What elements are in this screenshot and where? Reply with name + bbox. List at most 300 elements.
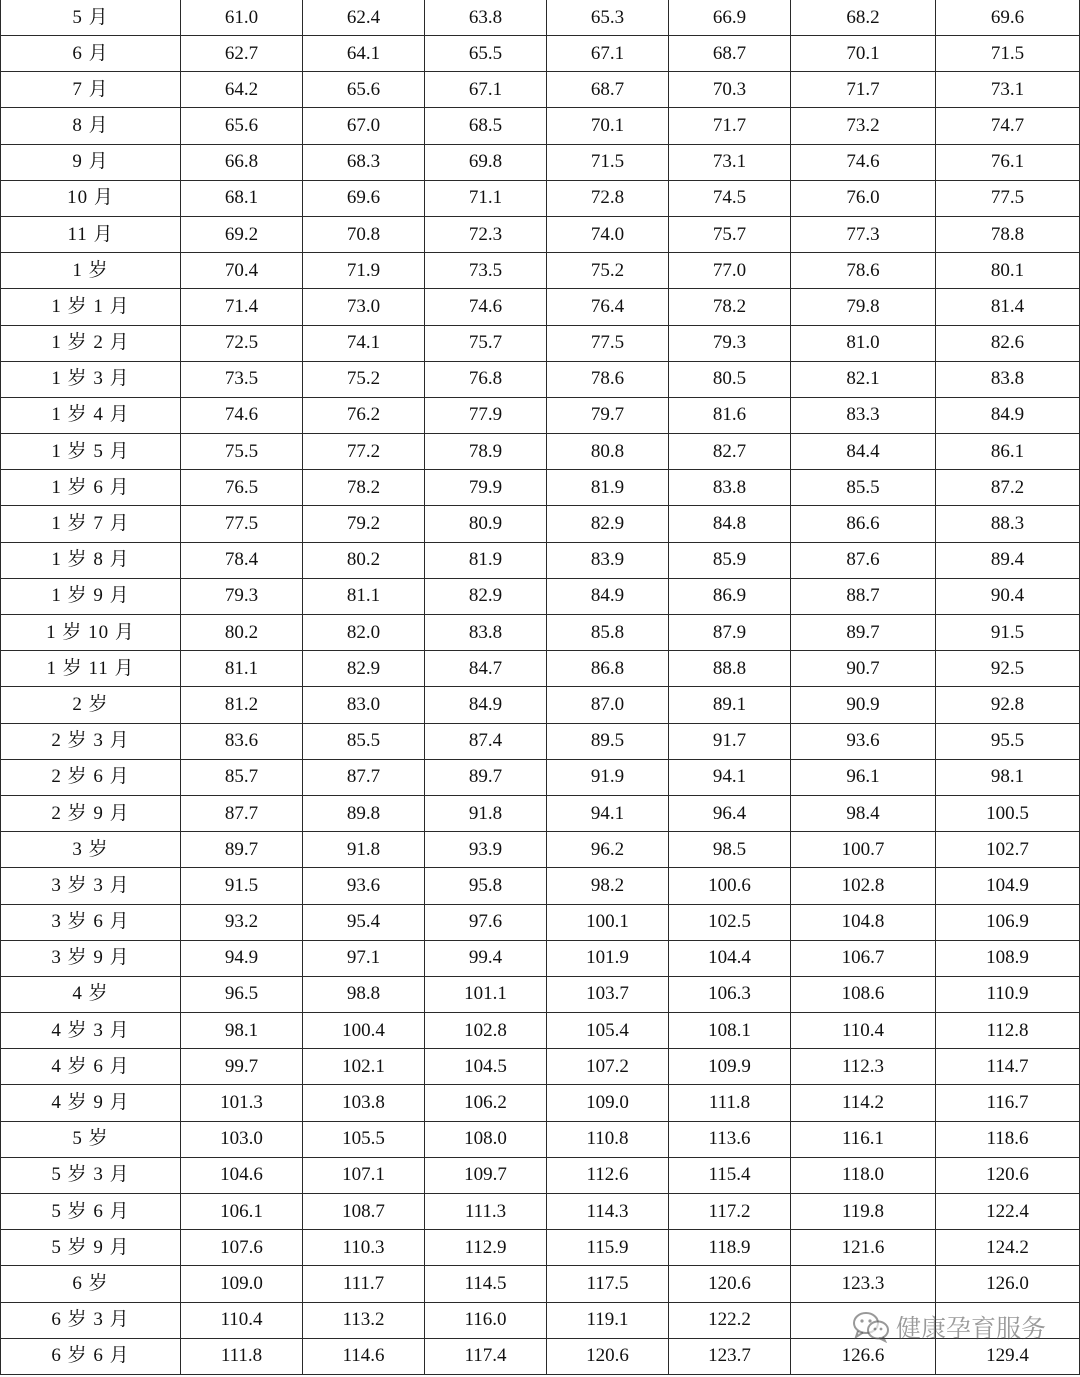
table-row [1,1049,1080,1085]
value-cell: 74.0 [547,216,669,252]
value-cell: 81.9 [547,470,669,506]
value-cell: 73.1 [936,72,1080,108]
value-cell: 115.4 [669,1157,791,1193]
value-cell: 84.9 [425,687,547,723]
age-cell: 1 岁 3 月 [1,361,181,397]
value-cell: 106.1 [181,1194,303,1230]
table-row [1,795,1080,831]
value-cell: 106.3 [669,976,791,1012]
value-cell: 112.9 [425,1230,547,1266]
age-cell: 1 岁 6 月 [1,470,181,506]
value-cell: 118.6 [936,1121,1080,1157]
value-cell: 66.9 [669,0,791,36]
value-cell: 73.1 [669,144,791,180]
value-cell: 91.5 [181,868,303,904]
table-row [1,1338,1080,1374]
value-cell: 75.5 [181,434,303,470]
value-cell: 65.5 [425,36,547,72]
value-cell: 92.5 [936,651,1080,687]
value-cell: 75.2 [547,253,669,289]
value-cell: 117.5 [547,1266,669,1302]
value-cell: 117.2 [669,1194,791,1230]
value-cell: 108.0 [425,1121,547,1157]
value-cell: 77.2 [303,434,425,470]
value-cell: 86.9 [669,578,791,614]
value-cell: 84.7 [425,651,547,687]
table-row [1,1121,1080,1157]
table-row [1,72,1080,108]
value-cell: 114.7 [936,1049,1080,1085]
value-cell: 106.7 [791,940,936,976]
value-cell: 121.6 [791,1230,936,1266]
value-cell: 87.9 [669,615,791,651]
age-cell: 1 岁 11 月 [1,651,181,687]
value-cell: 99.7 [181,1049,303,1085]
value-cell: 87.2 [936,470,1080,506]
value-cell: 76.4 [547,289,669,325]
value-cell: 98.2 [547,868,669,904]
value-cell: 89.1 [669,687,791,723]
age-cell: 5 岁 3 月 [1,1157,181,1193]
table-row [1,216,1080,252]
value-cell: 90.9 [791,687,936,723]
value-cell: 75.7 [425,325,547,361]
value-cell: 72.3 [425,216,547,252]
value-cell: 126.0 [936,1266,1080,1302]
value-cell: 103.7 [547,976,669,1012]
value-cell: 79.3 [181,578,303,614]
value-cell: 78.6 [547,361,669,397]
age-cell: 8 月 [1,108,181,144]
value-cell: 83.6 [181,723,303,759]
value-cell: 91.8 [425,795,547,831]
value-cell: 83.8 [669,470,791,506]
value-cell: 69.2 [181,216,303,252]
value-cell: 80.2 [303,542,425,578]
value-cell: 73.5 [425,253,547,289]
value-cell: 93.6 [303,868,425,904]
value-cell: 109.0 [181,1266,303,1302]
value-cell: 104.4 [669,940,791,976]
value-cell: 78.8 [936,216,1080,252]
value-cell: 88.3 [936,506,1080,542]
value-cell: 71.1 [425,180,547,216]
value-cell: 111.8 [181,1338,303,1374]
table-row [1,325,1080,361]
value-cell: 101.1 [425,976,547,1012]
value-cell: 98.4 [791,795,936,831]
value-cell: 96.5 [181,976,303,1012]
value-cell: 107.2 [547,1049,669,1085]
value-cell: 84.4 [791,434,936,470]
age-cell: 6 月 [1,36,181,72]
value-cell [936,1302,1080,1338]
value-cell: 114.3 [547,1194,669,1230]
value-cell: 113.2 [303,1302,425,1338]
age-cell: 4 岁 [1,976,181,1012]
value-cell: 104.9 [936,868,1080,904]
value-cell: 87.6 [791,542,936,578]
value-cell: 85.8 [547,615,669,651]
value-cell: 104.8 [791,904,936,940]
age-cell: 3 岁 6 月 [1,904,181,940]
value-cell: 82.1 [791,361,936,397]
value-cell: 82.9 [303,651,425,687]
age-cell: 1 岁 [1,253,181,289]
table-row [1,759,1080,795]
table-row [1,868,1080,904]
value-cell: 62.4 [303,0,425,36]
value-cell: 83.9 [547,542,669,578]
value-cell: 126.6 [791,1338,936,1374]
value-cell: 113.6 [669,1121,791,1157]
value-cell: 80.1 [936,253,1080,289]
value-cell: 102.1 [303,1049,425,1085]
value-cell: 84.9 [936,397,1080,433]
value-cell: 74.7 [936,108,1080,144]
table-row [1,1013,1080,1049]
value-cell: 70.1 [791,36,936,72]
value-cell: 122.2 [669,1302,791,1338]
value-cell: 114.5 [425,1266,547,1302]
value-cell: 70.1 [547,108,669,144]
value-cell: 80.9 [425,506,547,542]
value-cell: 102.7 [936,832,1080,868]
value-cell: 74.6 [791,144,936,180]
value-cell: 110.4 [181,1302,303,1338]
value-cell: 64.1 [303,36,425,72]
value-cell: 99.4 [425,940,547,976]
value-cell: 97.1 [303,940,425,976]
value-cell: 98.5 [669,832,791,868]
value-cell: 65.3 [547,0,669,36]
table-row [1,1302,1080,1338]
age-cell: 6 岁 [1,1266,181,1302]
value-cell: 71.5 [936,36,1080,72]
value-cell: 90.7 [791,651,936,687]
table-row [1,0,1080,36]
value-cell: 112.3 [791,1049,936,1085]
table-row [1,144,1080,180]
value-cell: 91.5 [936,615,1080,651]
value-cell: 86.6 [791,506,936,542]
value-cell: 76.1 [936,144,1080,180]
age-cell: 2 岁 6 月 [1,759,181,795]
value-cell: 81.1 [303,578,425,614]
value-cell: 74.6 [425,289,547,325]
value-cell: 86.1 [936,434,1080,470]
value-cell: 72.5 [181,325,303,361]
value-cell: 129.4 [936,1338,1080,1374]
table-row [1,1230,1080,1266]
age-cell: 3 岁 [1,832,181,868]
value-cell: 110.8 [547,1121,669,1157]
value-cell: 85.7 [181,759,303,795]
table-row [1,615,1080,651]
value-cell: 75.7 [669,216,791,252]
age-cell: 5 岁 9 月 [1,1230,181,1266]
value-cell: 89.5 [547,723,669,759]
value-cell: 77.5 [936,180,1080,216]
value-cell: 115.9 [547,1230,669,1266]
value-cell: 76.2 [303,397,425,433]
age-cell: 5 岁 6 月 [1,1194,181,1230]
value-cell: 89.7 [181,832,303,868]
value-cell: 123.3 [791,1266,936,1302]
value-cell: 64.2 [181,72,303,108]
value-cell: 120.6 [669,1266,791,1302]
value-cell: 105.4 [547,1013,669,1049]
value-cell: 100.4 [303,1013,425,1049]
value-cell: 124.2 [936,1230,1080,1266]
table-row [1,108,1080,144]
value-cell: 81.0 [791,325,936,361]
value-cell: 111.3 [425,1194,547,1230]
value-cell: 104.6 [181,1157,303,1193]
value-cell: 95.8 [425,868,547,904]
table-row [1,434,1080,470]
value-cell: 81.2 [181,687,303,723]
table-row [1,397,1080,433]
value-cell: 105.5 [303,1121,425,1157]
value-cell: 65.6 [181,108,303,144]
value-cell: 61.0 [181,0,303,36]
value-cell: 96.2 [547,832,669,868]
value-cell: 76.5 [181,470,303,506]
value-cell: 102.5 [669,904,791,940]
table-row [1,253,1080,289]
value-cell: 78.6 [791,253,936,289]
age-cell: 3 岁 3 月 [1,868,181,904]
value-cell: 79.9 [425,470,547,506]
value-cell: 66.8 [181,144,303,180]
value-cell: 75.2 [303,361,425,397]
table-row [1,542,1080,578]
table-row [1,976,1080,1012]
value-cell: 72.8 [547,180,669,216]
value-cell: 85.5 [303,723,425,759]
table-row [1,687,1080,723]
table-body [1,0,1080,1374]
value-cell: 120.6 [547,1338,669,1374]
table-row [1,1194,1080,1230]
value-cell: 83.8 [936,361,1080,397]
value-cell: 73.0 [303,289,425,325]
age-cell: 1 岁 2 月 [1,325,181,361]
value-cell: 78.2 [669,289,791,325]
age-cell: 1 岁 5 月 [1,434,181,470]
value-cell: 123.7 [669,1338,791,1374]
value-cell: 111.7 [303,1266,425,1302]
value-cell: 98.8 [303,976,425,1012]
value-cell: 68.1 [181,180,303,216]
value-cell: 98.1 [181,1013,303,1049]
value-cell: 106.9 [936,904,1080,940]
value-cell: 95.5 [936,723,1080,759]
table-row [1,904,1080,940]
age-cell: 10 月 [1,180,181,216]
value-cell: 73.5 [181,361,303,397]
value-cell: 97.6 [425,904,547,940]
value-cell: 76.8 [425,361,547,397]
value-cell: 71.9 [303,253,425,289]
value-cell: 84.9 [547,578,669,614]
value-cell: 69.6 [936,0,1080,36]
age-cell: 1 岁 10 月 [1,615,181,651]
value-cell: 87.0 [547,687,669,723]
value-cell: 109.0 [547,1085,669,1121]
value-cell: 76.0 [791,180,936,216]
age-cell: 4 岁 9 月 [1,1085,181,1121]
value-cell: 81.1 [181,651,303,687]
value-cell: 78.2 [303,470,425,506]
value-cell: 91.9 [547,759,669,795]
value-cell: 122.4 [936,1194,1080,1230]
age-cell: 1 岁 9 月 [1,578,181,614]
value-cell: 110.9 [936,976,1080,1012]
value-cell: 74.1 [303,325,425,361]
value-cell: 103.0 [181,1121,303,1157]
value-cell: 70.8 [303,216,425,252]
value-cell: 68.7 [669,36,791,72]
value-cell: 88.8 [669,651,791,687]
table-row [1,1157,1080,1193]
value-cell: 101.3 [181,1085,303,1121]
age-cell: 1 岁 7 月 [1,506,181,542]
table-row [1,723,1080,759]
age-cell: 1 岁 4 月 [1,397,181,433]
value-cell: 77.0 [669,253,791,289]
value-cell: 82.7 [669,434,791,470]
table-row [1,506,1080,542]
value-cell: 77.3 [791,216,936,252]
value-cell: 92.8 [936,687,1080,723]
value-cell: 108.7 [303,1194,425,1230]
value-cell: 116.7 [936,1085,1080,1121]
age-cell: 4 岁 6 月 [1,1049,181,1085]
value-cell: 108.6 [791,976,936,1012]
value-cell: 67.0 [303,108,425,144]
table-row [1,832,1080,868]
value-cell: 90.4 [936,578,1080,614]
value-cell: 68.5 [425,108,547,144]
value-cell: 69.8 [425,144,547,180]
value-cell: 67.1 [547,36,669,72]
value-cell: 87.4 [425,723,547,759]
value-cell: 101.9 [547,940,669,976]
age-cell: 11 月 [1,216,181,252]
value-cell: 108.1 [669,1013,791,1049]
value-cell: 82.9 [547,506,669,542]
value-cell: 89.8 [303,795,425,831]
value-cell: 102.8 [425,1013,547,1049]
value-cell: 119.8 [791,1194,936,1230]
table-row [1,36,1080,72]
value-cell: 83.0 [303,687,425,723]
age-cell: 1 岁 8 月 [1,542,181,578]
value-cell: 119.1 [547,1302,669,1338]
value-cell: 80.5 [669,361,791,397]
value-cell: 74.5 [669,180,791,216]
value-cell: 67.1 [425,72,547,108]
value-cell: 91.7 [669,723,791,759]
value-cell: 77.5 [181,506,303,542]
value-cell: 70.4 [181,253,303,289]
value-cell: 82.9 [425,578,547,614]
value-cell: 68.2 [791,0,936,36]
value-cell: 94.1 [547,795,669,831]
value-cell: 89.4 [936,542,1080,578]
value-cell: 106.2 [425,1085,547,1121]
value-cell: 74.6 [181,397,303,433]
value-cell: 84.8 [669,506,791,542]
value-cell: 94.9 [181,940,303,976]
table-row [1,1266,1080,1302]
value-cell: 96.1 [791,759,936,795]
value-cell: 77.5 [547,325,669,361]
age-cell: 6 岁 6 月 [1,1338,181,1374]
value-cell: 68.3 [303,144,425,180]
value-cell: 100.7 [791,832,936,868]
value-cell: 118.9 [669,1230,791,1266]
value-cell: 103.8 [303,1085,425,1121]
value-cell: 111.8 [669,1085,791,1121]
value-cell: 107.1 [303,1157,425,1193]
table-row [1,578,1080,614]
value-cell: 73.2 [791,108,936,144]
value-cell: 89.7 [425,759,547,795]
table-row [1,940,1080,976]
value-cell: 110.4 [791,1013,936,1049]
table-row [1,651,1080,687]
value-cell: 65.6 [303,72,425,108]
value-cell: 70.3 [669,72,791,108]
value-cell: 87.7 [303,759,425,795]
value-cell: 71.7 [791,72,936,108]
age-cell: 5 岁 [1,1121,181,1157]
value-cell: 83.8 [425,615,547,651]
value-cell: 62.7 [181,36,303,72]
value-cell: 100.1 [547,904,669,940]
value-cell: 71.5 [547,144,669,180]
value-cell: 114.6 [303,1338,425,1374]
value-cell: 116.0 [425,1302,547,1338]
value-cell: 81.4 [936,289,1080,325]
age-cell: 2 岁 3 月 [1,723,181,759]
value-cell: 117.4 [425,1338,547,1374]
table-row [1,289,1080,325]
age-cell: 1 岁 1 月 [1,289,181,325]
table-row [1,1085,1080,1121]
table-row [1,361,1080,397]
value-cell: 96.4 [669,795,791,831]
value-cell: 118.0 [791,1157,936,1193]
age-cell: 2 岁 9 月 [1,795,181,831]
value-cell: 95.4 [303,904,425,940]
age-cell: 3 岁 9 月 [1,940,181,976]
age-cell: 7 月 [1,72,181,108]
value-cell: 102.8 [791,868,936,904]
value-cell: 78.9 [425,434,547,470]
age-cell: 6 岁 3 月 [1,1302,181,1338]
value-cell: 68.7 [547,72,669,108]
value-cell: 108.9 [936,940,1080,976]
value-cell: 112.6 [547,1157,669,1193]
value-cell: 110.3 [303,1230,425,1266]
value-cell: 116.1 [791,1121,936,1157]
value-cell: 80.2 [181,615,303,651]
age-cell: 2 岁 [1,687,181,723]
